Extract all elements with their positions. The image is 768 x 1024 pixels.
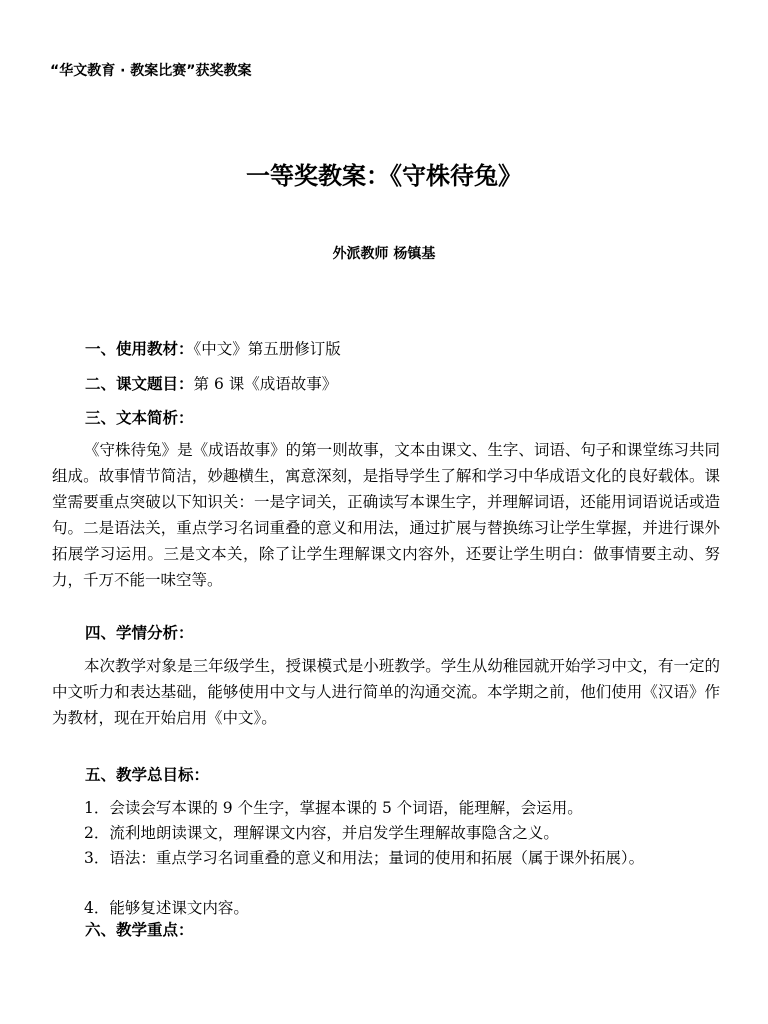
section-3 (85, 406, 194, 428)
author-line: 外派教师 杨镇基 (332, 246, 436, 262)
section-2-value: 第 6 课《成语故事》 (193, 375, 338, 393)
section-4 (85, 621, 194, 643)
section-6 (85, 918, 194, 940)
section-5-label: 五、教学总目标： (85, 766, 210, 784)
section-4-paragraph: 本次教学对象是三年级学生，授课模式是小班教学。学生从幼稚园就开始学习中文，有一定的中文听力和表达基础，能够使用中文与人进行简单的沟通交流。本学期之前，他们使用《汉语》作为教材，现在开始启用《中文》。 (52, 657, 720, 727)
page-title: 一等奖教案：《守株待兔》 (246, 162, 522, 190)
section-3-label: 三、文本简析： (85, 409, 194, 427)
goal-item-3: 3．语法：重点学习名词重叠的意义和用法；量词的使用和拓展（属于课外拓展）。 (84, 849, 645, 867)
header-note: “华文教育 · 教案比赛”获奖教案 (50, 63, 252, 79)
section-1 (85, 337, 341, 359)
section-1-label: 一、使用教材： (85, 340, 194, 358)
section-1-value: 《中文》第五册修订版 (193, 340, 341, 358)
section-2 (85, 372, 337, 394)
section-2-label: 二、课文题目： (85, 375, 194, 393)
goal-item-1: 1．会读会写本课的 9 个生字，掌握本课的 5 个词语，能理解，会运用。 (84, 799, 583, 817)
goal-item-4: 4．能够复述课文内容。 (84, 899, 249, 917)
goal-item-2: 2．流利地朗读课文，理解课文内容，并启发学生理解故事隐含之义。 (84, 824, 559, 842)
section-3-paragraph: 《守株待兔》是《成语故事》的第一则故事，文本由课文、生字、词语、句子和课堂练习共同组成。故事情节简洁，妙趣横生，寓意深刻，是指导学生了解和学习中华成语文化的良好载体。课堂需要重点突破以下知识关：一是字词关，正确读写本课生字，并理解词语，还能用词语说话或造句。二是语法关，重点学习名词重叠的意义和用法，通过扩展与替换练习让学生掌握，并进行课外拓展学习运用。三是文本关，除了让学生理解课文内容外，还要让学生明白：做事情要主动、努力，千万不能一味空等。 (52, 441, 720, 589)
section-6-label: 六、教学重点： (85, 921, 194, 939)
section-5 (85, 763, 209, 785)
section-4-label: 四、学情分析： (85, 624, 194, 642)
